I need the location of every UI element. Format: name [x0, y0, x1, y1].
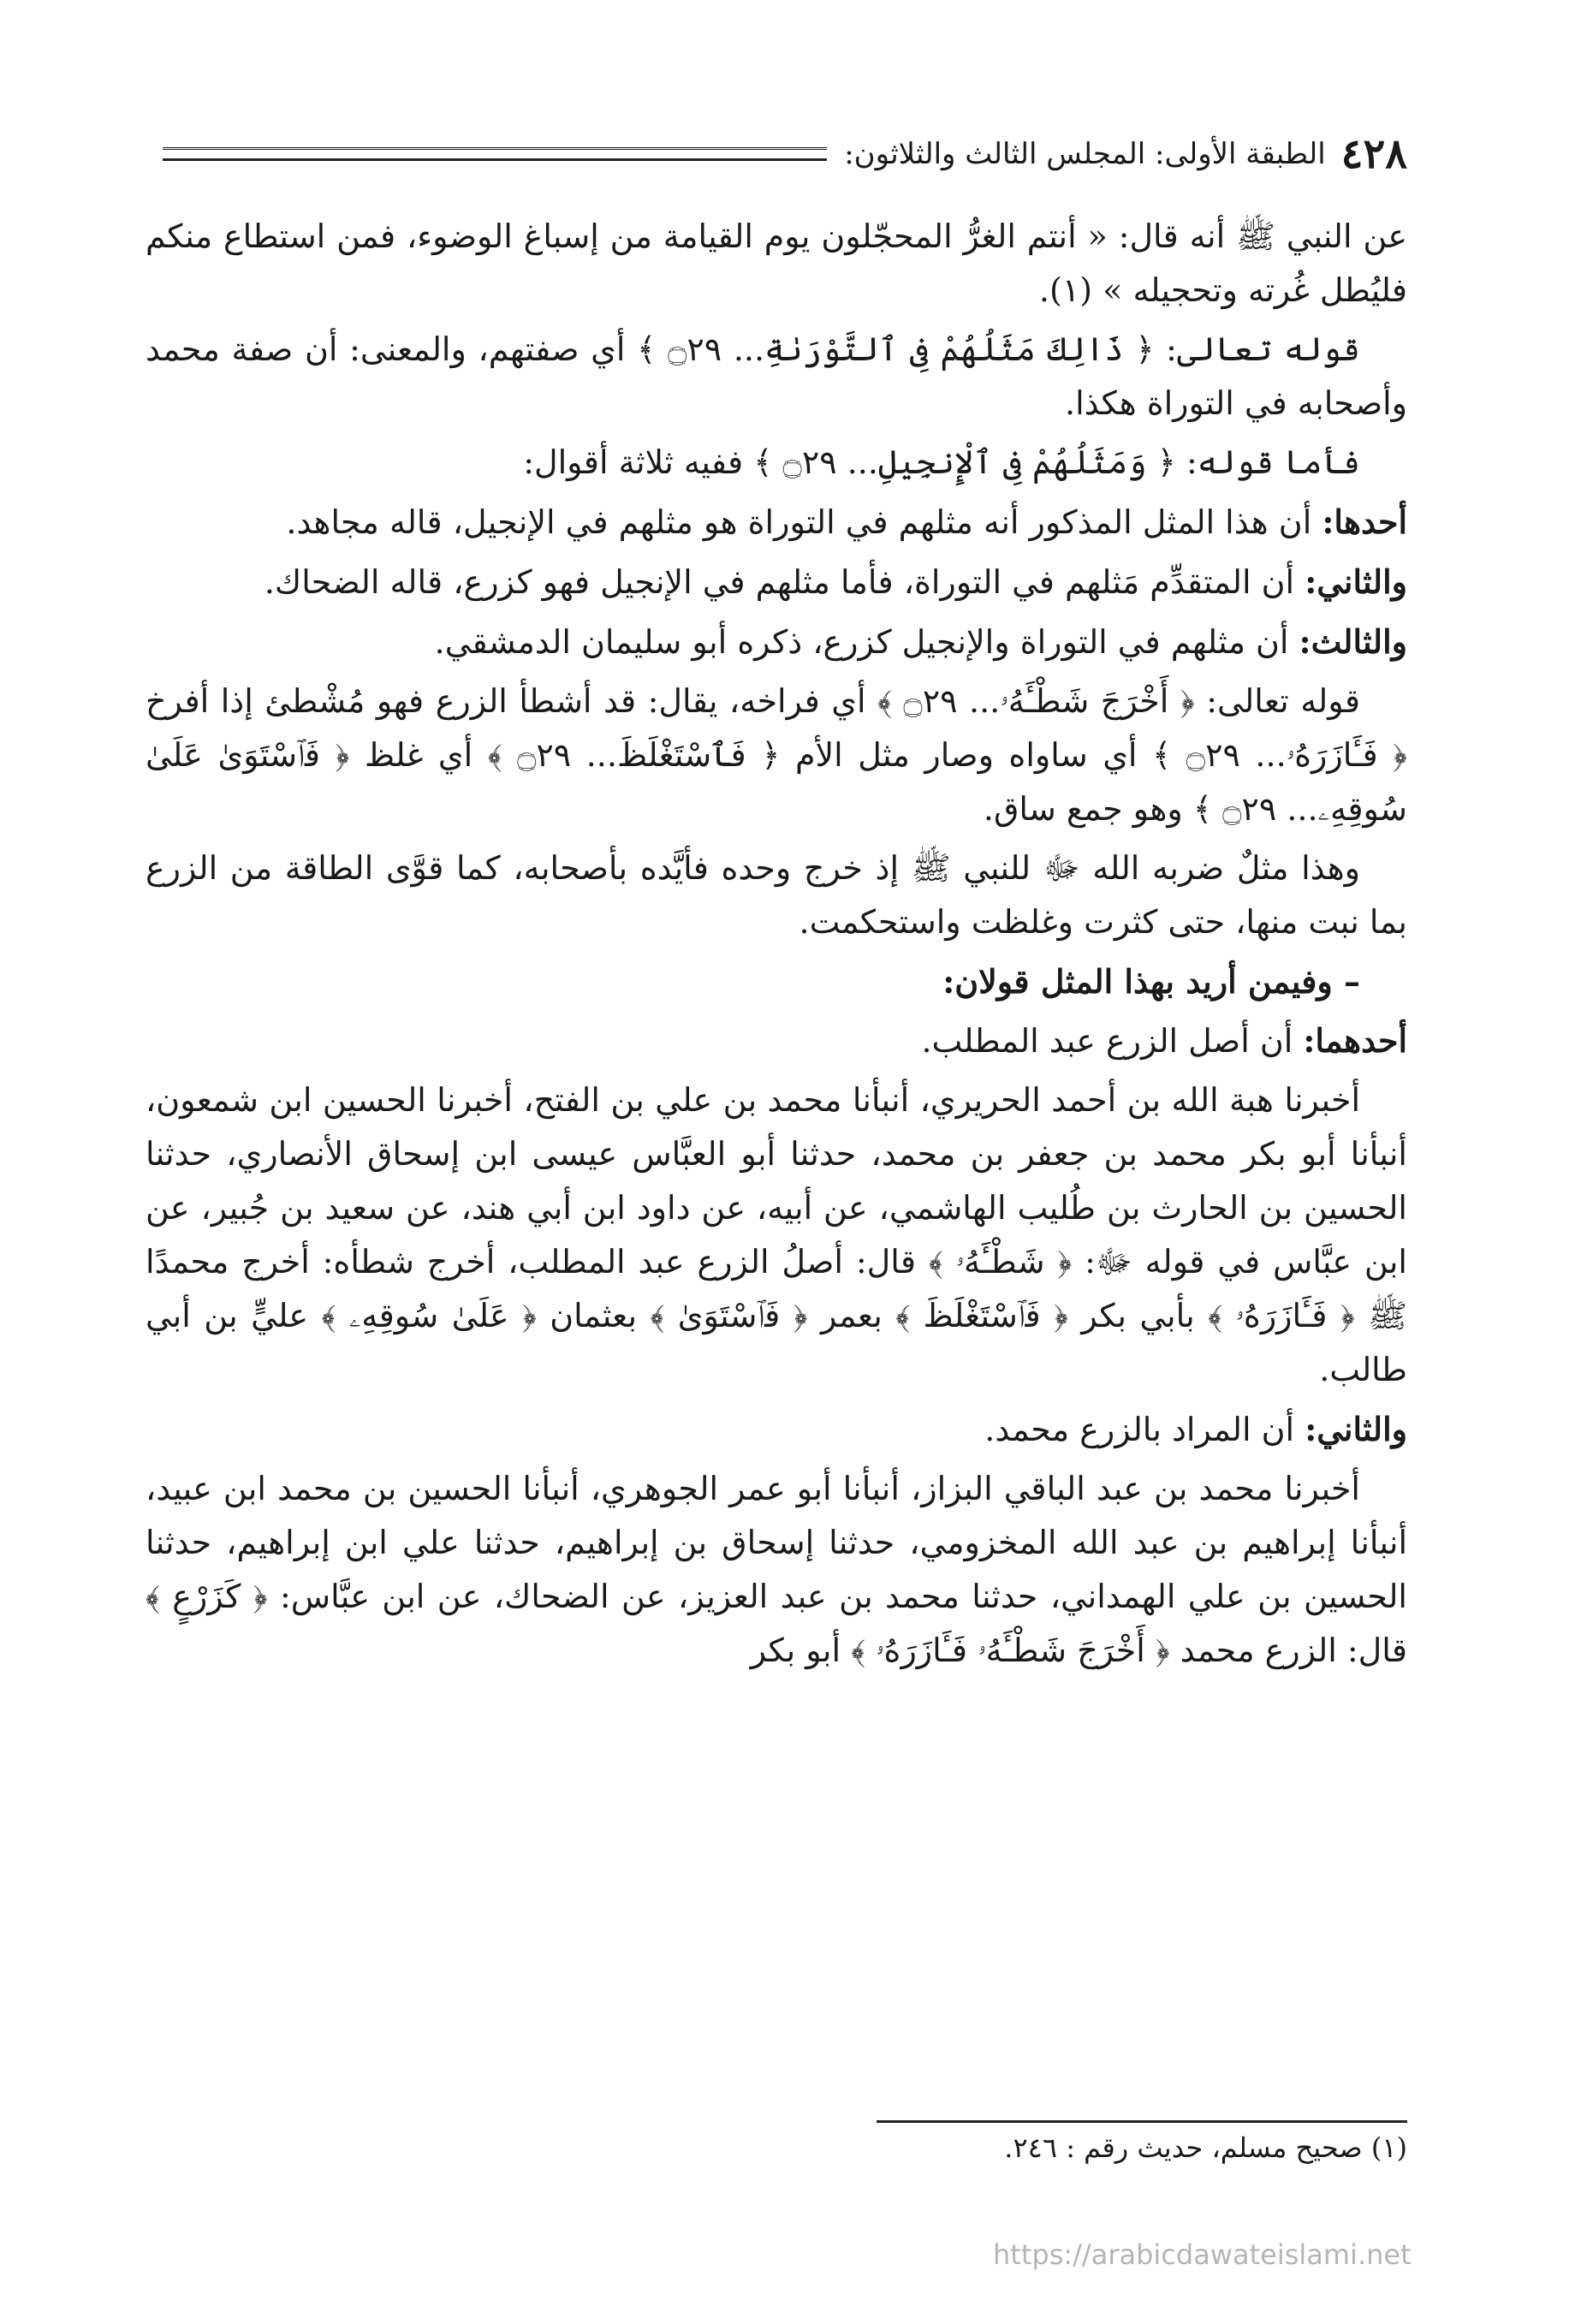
opinion-2: [146, 555, 1407, 609]
saying-2-text: أن المراد بالزرع محمد.: [984, 1411, 1305, 1448]
opinion-1: [146, 495, 1407, 550]
footnote-rule: [877, 2120, 1407, 2123]
running-head: [146, 120, 1407, 188]
saying-2: [146, 1402, 1407, 1457]
body-text: [146, 210, 1407, 1683]
watermark-url: https://arabicdawateislami.net: [993, 2238, 1412, 2271]
saying-2-lead: والثاني:: [1305, 1410, 1407, 1448]
paragraph-isnad-1: أخبرنا هبة الله بن أحمد الحريري، أنبأنا محمد بن علي بن الفتح، أخبرنا الحسين ابن شمعون، أنبأنا أبو بكر محمد بن جعفر بن محمد، حدثنا أبو العبَّاس عيسى ابن إسحاق الأنصاري، حدثنا الحسين بن الحارث بن طُليب الهاشمي، عن أبيه، عن داود ابن أبي هند، عن سعيد بن جُبير، عن ابن عبَّاس في قوله ﷻ: ﴿ شَطْـَٔهُۥ ﴾ قال: أصلُ الزرع عبد المطلب، أخرج شطأه: أخرج محمدًا ﷺ ﴿ فَـَٔازَرَهُۥ ﴾ بأبي بكر ﴿ فَٱسْتَغْلَظَ ﴾ بعمر ﴿ فَٱسْتَوَىٰ ﴾ بعثمان ﴿ عَلَىٰ سُوقِهِۦ ﴾ عليٍّ بن أبي طالب.: [146, 1081, 1407, 1388]
opinion-2-lead: والثاني:: [1305, 562, 1407, 601]
paragraph-hadith: عن النبي ﷺ أنه قال: « أنتم الغرُّ المحجّلون يوم القيامة من إسباغ الوضوء، فمن استطاع منكم فليُطل غُرته وتحجيله » (١).: [146, 217, 1407, 309]
paragraph-shatah: قوله تعالى: ﴿ أَخْرَجَ شَطْـَٔهُۥ... ۝٢٩ ﴾ أي فراخه، يقال: قد أشطأ الزرع فهو مُشْطئ إذا أفرخ ﴿ فَـَٔازَرَهُۥ... ۝٢٩ ﴾ أي ساواه وصار مثل الأم ﴿ فَٱسْتَغْلَظَ... ۝٢٩ ﴾ أي غلظ ﴿ فَٱسْتَوَىٰ عَلَىٰ سُوقِهِۦ... ۝٢٩ ﴾ وهو جمع ساق.: [146, 682, 1407, 828]
saying-1: [146, 1013, 1407, 1068]
saying-1-text: أن أصل الزرع عبد المطلب.: [921, 1022, 1304, 1060]
page-number: ٤٢٨: [1340, 130, 1407, 178]
paragraph-parable: وهذا مثلٌ ضربه الله ﷻ للنبي ﷺ إذ خرج وحده فأيَّده بأصحابه، كما قوَّى الطاقة من الزرع بما نبت منها، حتى كثرت وغلظت واستحكمت.: [146, 849, 1407, 941]
opinion-1-lead: أحدها:: [1322, 502, 1407, 541]
footnote: (١) صحيح مسلم، حديث رقم : ٢٤٦.: [1004, 2131, 1407, 2164]
paragraph-injeel: فأما قوله: ﴿ وَمَثَلُهُمْ فِى ٱلْإِنجِيلِ... ۝٢٩ ﴾ ففيه ثلاثة أقوال:: [523, 443, 1360, 481]
opinion-2-text: أن المتقدِّم مَثلهم في التوراة، فأما مثلهم في الإنجيل فهو كزرع، قاله الضحاك.: [264, 563, 1305, 601]
paragraph-isnad-2: أخبرنا محمد بن عبد الباقي البزاز، أنبأنا أبو عمر الجوهري، أنبأنا الحسين بن محمد ابن عبيد، أنبأنا إبراهيم بن عبد الله المخزومي، حدثنا إسحاق بن إبراهيم، حدثنا علي ابن إبراهيم، حدثنا الحسين بن علي الهمداني، حدثنا محمد بن عبد العزيز، عن الضحاك، عن ابن عبَّاس: ﴿ كَزَرْعٍ ﴾ قال: الزرع محمد ﴿ أَخْرَجَ شَطْـَٔهُۥ فَـَٔازَرَهُۥ ﴾ أبو بكر: [146, 1470, 1407, 1669]
opinion-3: [146, 615, 1407, 669]
opinion-3-text: أن مثلهم في التوراة والإنجيل كزرع، ذكره أبو سليمان الدمشقي.: [434, 623, 1299, 661]
paragraph-tawrah: قوله تعالى: ﴿ ذَالِكَ مَثَلُهُمْ فِى ٱلتَّوْرَىٰةِ... ۝٢٩ ﴾ أي صفتهم، والمعنى: أن صفة محمد وأصحابه في التوراة هكذا.: [146, 330, 1407, 422]
opinion-1-text: أن هذا المثل المذكور أنه مثلهم في التوراة هو مثلهم في الإنجيل، قاله مجاهد.: [286, 503, 1322, 541]
chapter-title: الطبقة الأولى: المجلس الثالث والثلاثون:: [844, 137, 1326, 171]
opinion-3-lead: والثالث:: [1299, 622, 1407, 661]
saying-1-lead: أحدهما:: [1303, 1021, 1407, 1060]
header-rule: [163, 147, 827, 161]
paragraph-two-sayings: – وفيمن أريد بهذا المثل قولان:: [942, 962, 1360, 1001]
